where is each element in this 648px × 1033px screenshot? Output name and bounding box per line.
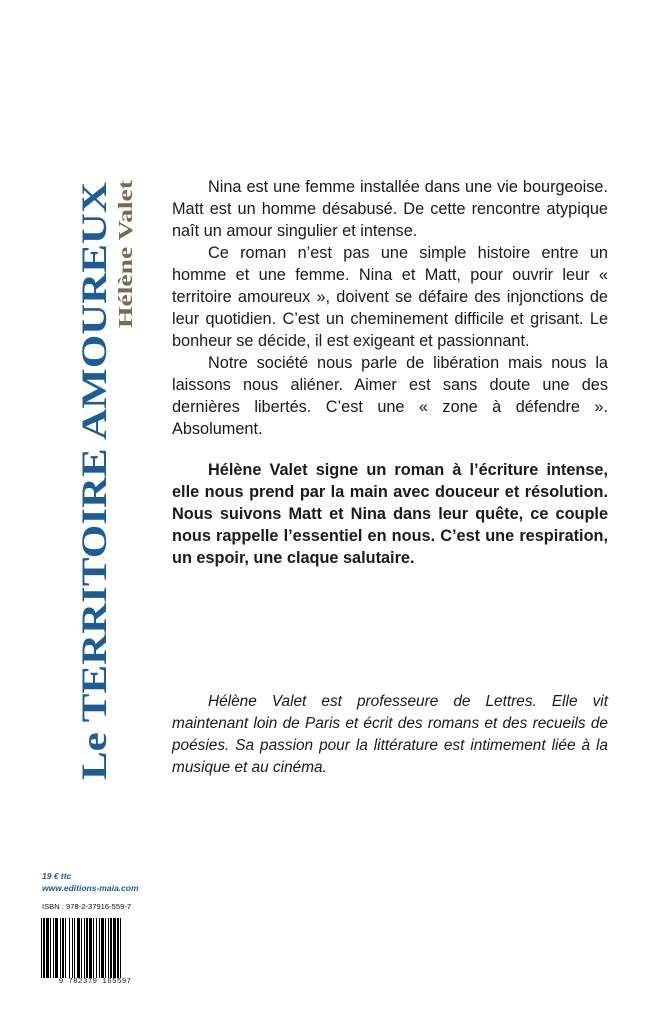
summary-paragraph: Notre société nous parle de libération mais nous la laissons nous aliéner. Aimer est sans doute une des dernières libertés. C’est une « zone à défendre ». Absolument. xyxy=(172,354,608,438)
barcode-bar xyxy=(117,918,119,978)
summary-paragraph: Ce roman n’est pas une simple histoire entre un homme et une femme. Nina et Matt, pour ouvrir leur « territoire amoureux », doivent se défaire des injonctions de leur quotidien. C’est un cheminement difficile et grisant. Le bonheur se décide, il est exigeant et passionnant. xyxy=(172,244,608,350)
barcode-bar xyxy=(96,918,97,978)
book-title: Le TERRITOIRE AMOUREUX xyxy=(74,279,114,780)
barcode-bar xyxy=(74,918,75,978)
review-paragraph: Hélène Valet signe un roman à l’écriture intense, elle nous prend par la main avec douceur et résolution. Nous suivons Matt et Nina dans leur quête, ce couple nous rappelle l’essentiel en nous. C’est une respiration, un espoir, une claque salutaire. xyxy=(172,461,608,567)
barcode-bar xyxy=(113,918,116,978)
barcode-bar xyxy=(46,918,49,978)
barcode-bar xyxy=(81,918,82,978)
barcode-bar xyxy=(50,918,51,978)
barcode-bar xyxy=(72,918,73,978)
barcode-bar xyxy=(120,918,121,978)
barcode-bar xyxy=(60,918,61,978)
barcode-bar xyxy=(89,918,92,978)
barcode-bar xyxy=(77,918,80,978)
barcode-bar xyxy=(105,918,106,978)
back-cover-summary xyxy=(172,176,608,569)
book-author: Hélène Valet xyxy=(115,220,137,328)
price-label: 19 € ttc xyxy=(42,871,72,881)
summary-paragraph: Nina est une femme installée dans une vie bourgeoise. Matt est un homme désabusé. De cette rencontre atypique naît un amour singulier et intense. xyxy=(172,178,608,240)
barcode-bar xyxy=(65,918,66,978)
publisher-website: www.editions-maia.com xyxy=(42,883,139,893)
barcode-bar xyxy=(86,918,88,978)
barcode-bar xyxy=(69,918,70,978)
publisher-info xyxy=(42,870,139,894)
barcode-bar xyxy=(43,918,45,978)
barcode-bar xyxy=(110,918,112,978)
barcode-bar xyxy=(41,918,42,978)
barcode-bar xyxy=(53,918,54,978)
author-bio xyxy=(172,691,608,779)
barcode-bar xyxy=(62,918,64,978)
bio-paragraph: Hélène Valet est professeure de Lettres. Elle vit maintenant loin de Paris et écrit des romans et des recueils de poésies. Sa passion pour la littérature est intimement liée à la musique et au cinéma. xyxy=(172,693,608,776)
barcode-bar xyxy=(55,918,58,978)
barcode-bar xyxy=(93,918,94,978)
isbn-label: ISBN : 978-2-37916-559-7 xyxy=(42,902,132,911)
barcode-bar xyxy=(108,918,109,978)
barcode-bar xyxy=(99,918,100,978)
barcode-bar xyxy=(101,918,104,978)
barcode-bar xyxy=(84,918,85,978)
barcode-digits: 9 782379 165597 xyxy=(40,978,150,986)
